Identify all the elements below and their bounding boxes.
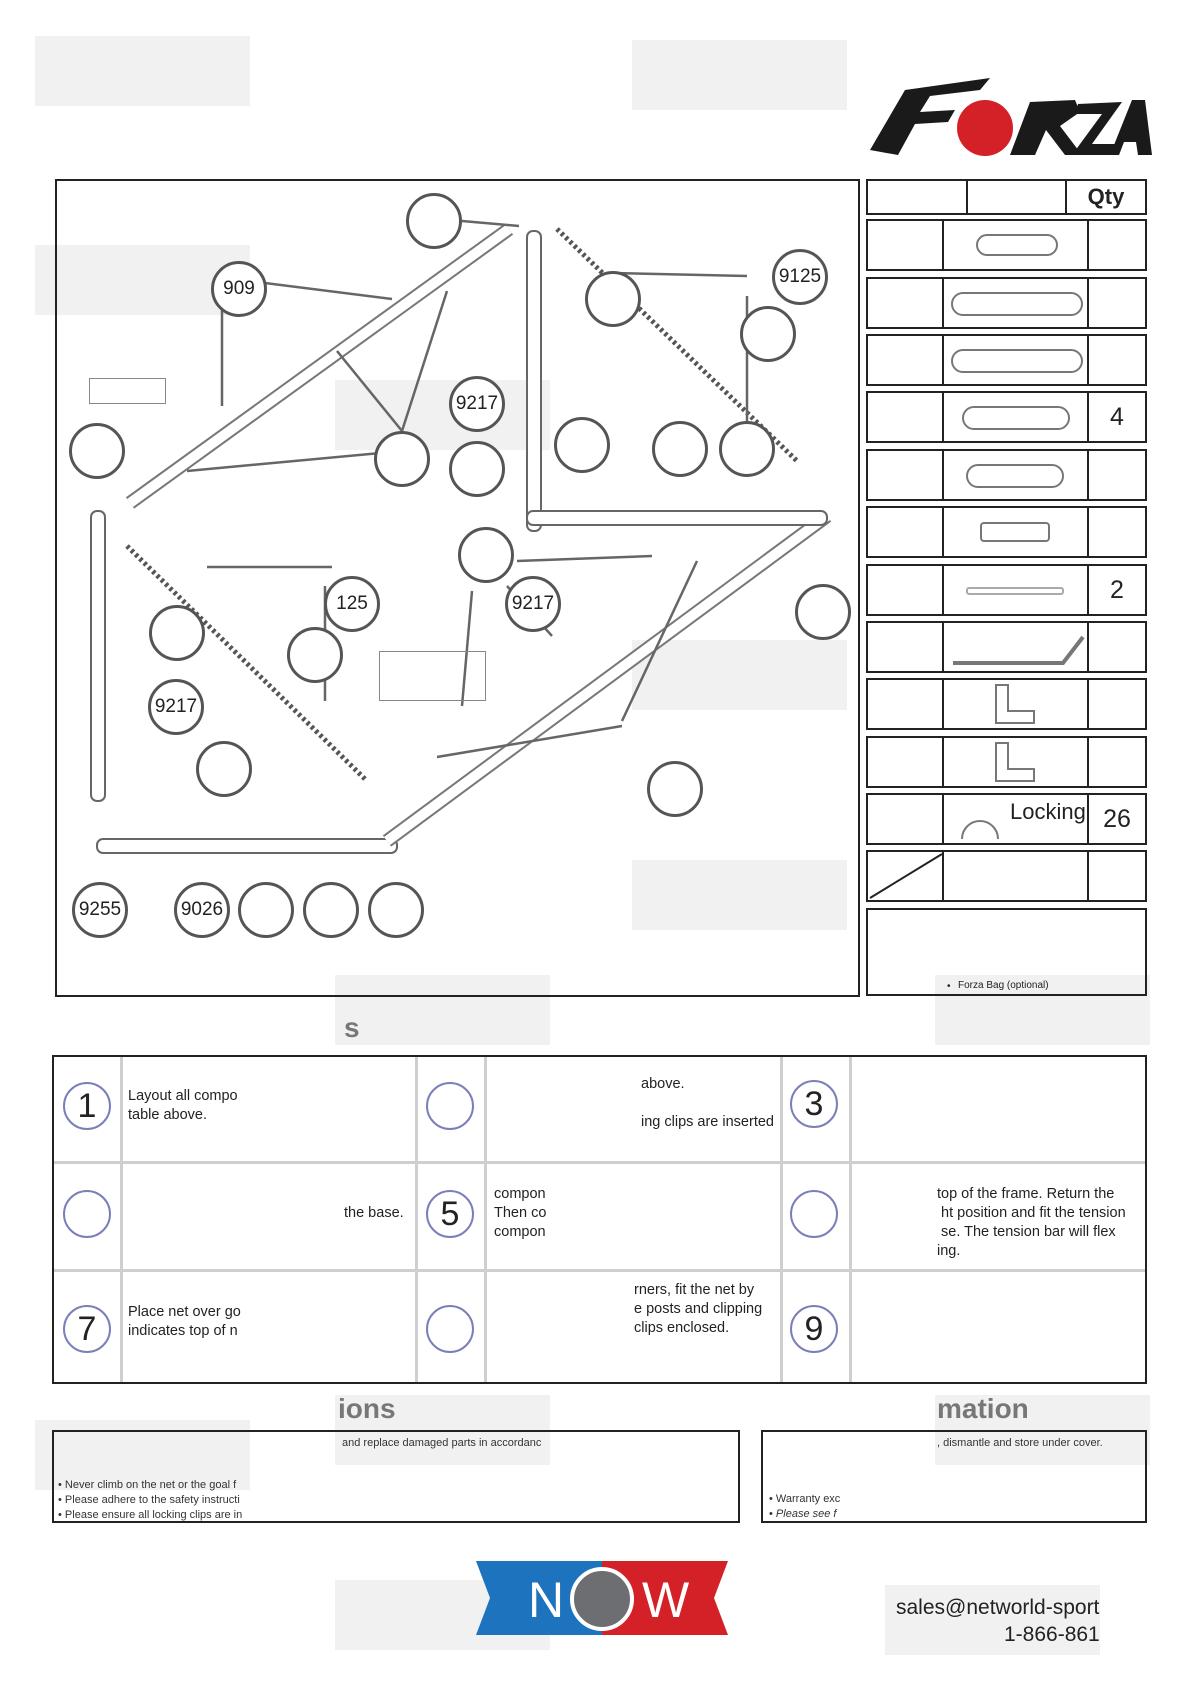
callout (647, 761, 703, 817)
callout (406, 193, 462, 249)
callout (69, 423, 125, 479)
part-row (866, 678, 1147, 730)
safety-top-line: and replace damaged parts in accordanc (342, 1437, 542, 1449)
callout-9217: 9217 (148, 679, 204, 735)
step-text: above. ing clips are inserted (641, 1076, 774, 1130)
qty-header: Qty (1087, 184, 1125, 209)
now-logo (476, 1557, 728, 1639)
steps-heading: s (344, 1012, 360, 1043)
step-number: 9 (790, 1305, 838, 1353)
part-row: 4 (866, 391, 1147, 443)
frame-drawing (57, 181, 858, 995)
callout (287, 627, 343, 683)
step-text: Layout all compo table above. (128, 1088, 238, 1123)
callout (458, 527, 514, 583)
part-row (866, 334, 1147, 386)
callout (652, 421, 708, 477)
assembly-diagram (55, 179, 860, 997)
locking-label: Locking (1010, 799, 1086, 824)
callout-9125: 9125 (772, 249, 828, 305)
part-row (866, 219, 1147, 271)
part-row: 2 (866, 564, 1147, 616)
contact-phone: 1-866-861 (1004, 1623, 1100, 1646)
callout (585, 271, 641, 327)
callout (238, 882, 294, 938)
part-row (866, 621, 1147, 673)
step-number: 5 (426, 1190, 474, 1238)
callout (795, 584, 851, 640)
info-top-line: , dismantle and store under cover. (937, 1437, 1103, 1449)
safety-heading: ions (338, 1393, 396, 1424)
callout (303, 882, 359, 938)
callout (740, 306, 796, 362)
callout-125: 125 (324, 576, 380, 632)
step-number (426, 1305, 474, 1353)
part-row (866, 736, 1147, 788)
safety-bullets: • Never climb on the net or the goal f • Please adhere to the safety instructi • Please ensure all locking clips are in (58, 1479, 243, 1521)
info-heading: mation (937, 1393, 1029, 1424)
callout (374, 431, 430, 487)
part-row (866, 506, 1147, 558)
step-number (63, 1190, 111, 1238)
step-number (790, 1190, 838, 1238)
callout-9255: 9255 (72, 882, 128, 938)
label-box (379, 651, 486, 701)
part-row-locking: Locking 26 (866, 793, 1147, 845)
part-row (866, 277, 1147, 329)
part-row (866, 449, 1147, 501)
forza-logo (860, 60, 1160, 175)
parts-table-header (866, 179, 1147, 215)
watermark (632, 40, 847, 110)
callout (554, 417, 610, 473)
safety-box (52, 1430, 740, 1523)
step-number (426, 1082, 474, 1130)
svg-text:N: N (528, 1572, 565, 1628)
callout-9217: 9217 (505, 576, 561, 632)
callout-9217: 9217 (449, 376, 505, 432)
callout (368, 882, 424, 938)
callout-909: 909 (211, 261, 267, 317)
step-text: Place net over go indicates top of n (128, 1304, 241, 1339)
callout (149, 605, 205, 661)
step-number: 7 (63, 1305, 111, 1353)
steps-grid (52, 1055, 1147, 1384)
svg-text:W: W (642, 1572, 690, 1628)
step-text: the base. (344, 1205, 404, 1221)
step-text: rners, fit the net by e posts and clipping clips enclosed. (634, 1282, 763, 1336)
optional-item: Forza Bag (optional) (958, 980, 1049, 991)
step-text: compon Then co compon (494, 1186, 547, 1240)
watermark (35, 36, 250, 106)
info-bullets: • Warranty exc • Please see f (769, 1493, 841, 1520)
step-text: top of the frame. Return the ht position and fit the tension se. The tension bar will flex ing. (937, 1186, 1126, 1259)
label-box (89, 378, 166, 404)
step-number: 3 (790, 1080, 838, 1128)
step-number: 1 (63, 1082, 111, 1130)
callout (719, 421, 775, 477)
callout (449, 441, 505, 497)
callout-9026: 9026 (174, 882, 230, 938)
optional-items-box (866, 908, 1147, 996)
info-box (761, 1430, 1147, 1523)
part-row (866, 850, 1147, 902)
bullet-icon: • (947, 981, 951, 992)
callout (196, 741, 252, 797)
contact-email[interactable]: sales@networld-sport (896, 1596, 1100, 1619)
